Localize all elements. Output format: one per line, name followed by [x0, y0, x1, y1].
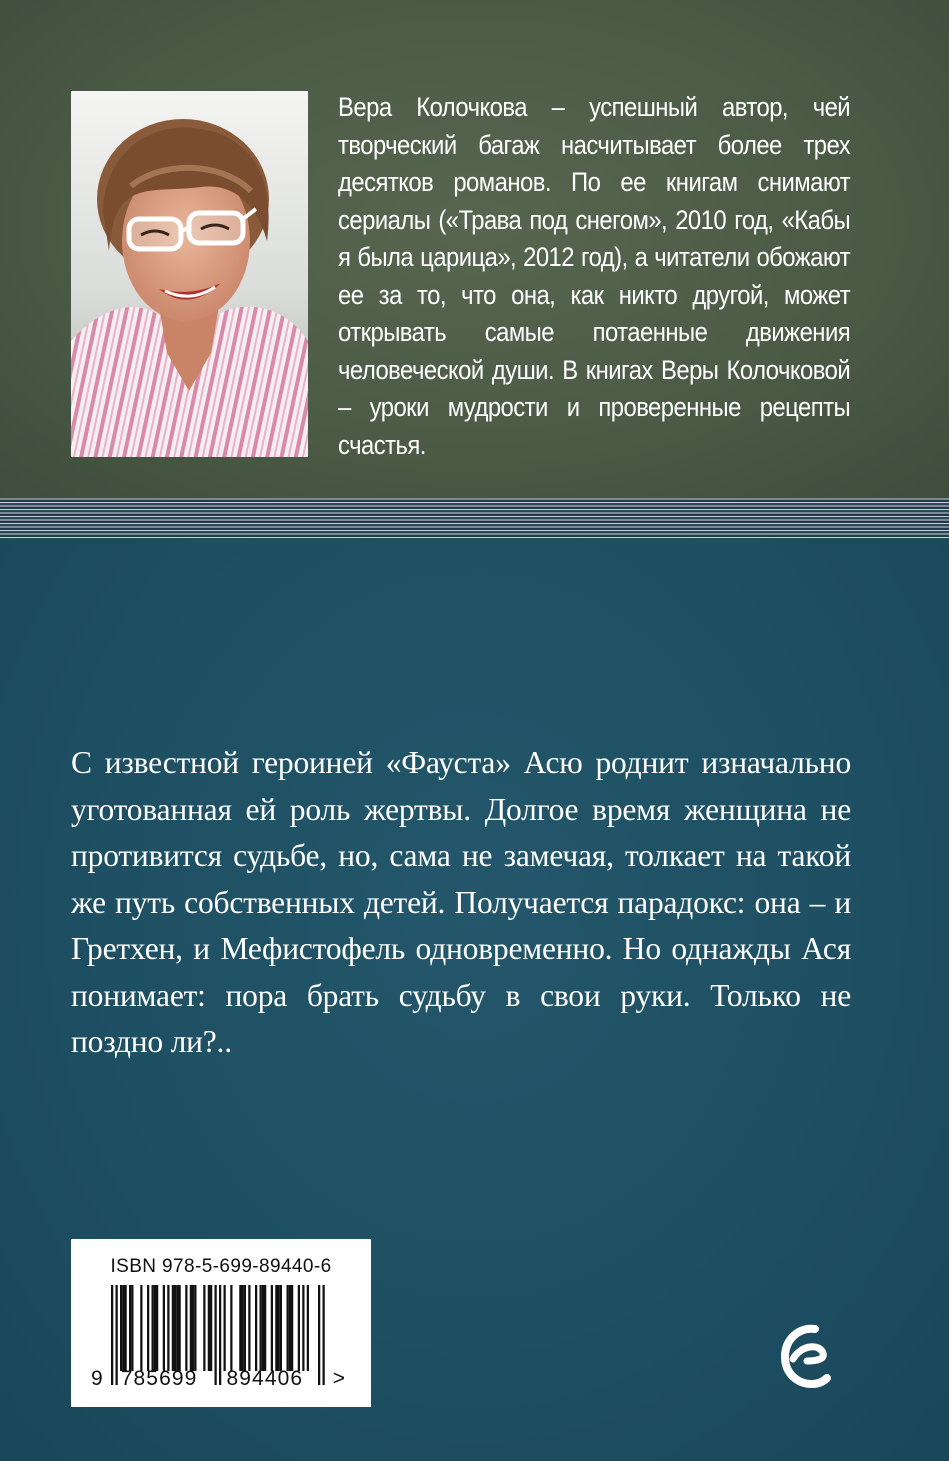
barcode-bar [174, 1285, 176, 1371]
annotation-text: С известной героиней «Фауста» Асю роднит изначально уготованная ей роль жертвы. Долгое время женщина не противится судьбе, но, сама не замечая, толкает на такой же путь собственных детей. Получается парадокс: она – и Гретхен, и Мефистофель одновременно. Но однажды Ася понимает: пора брать судьбу в свои руки. Только не поздно ли?.. [71, 745, 851, 1059]
barcode-bar [244, 1285, 246, 1371]
barcode-bar [248, 1285, 250, 1371]
barcode-bar [111, 1285, 113, 1385]
barcode-bar [140, 1285, 142, 1371]
barcode-label [71, 1239, 371, 1407]
barcode-bar [224, 1285, 226, 1371]
barcode-digits-left: 785699 [120, 1367, 198, 1390]
author-photo [71, 91, 308, 457]
barcode-arrow: > [332, 1367, 347, 1390]
barcode-bar [163, 1285, 165, 1371]
barcode-bar [264, 1285, 266, 1371]
barcode-bar [167, 1285, 169, 1371]
barcode-bar [280, 1285, 282, 1371]
barcode-bar [208, 1285, 210, 1371]
barcode-bar [152, 1285, 154, 1371]
barcode-bar [278, 1285, 280, 1371]
barcode-bar [291, 1285, 293, 1371]
barcode-bar [262, 1285, 264, 1371]
barcode-bar [219, 1285, 221, 1385]
barcode-bar [185, 1285, 187, 1371]
barcode-bar [194, 1285, 196, 1371]
barcode-bar [125, 1285, 127, 1371]
barcode-bar [230, 1285, 232, 1371]
barcode-bar [156, 1285, 158, 1371]
barcode-bar [215, 1285, 217, 1385]
barcode-bar [255, 1285, 257, 1371]
barcode-bar [176, 1285, 178, 1371]
barcode-bar [287, 1285, 289, 1371]
barcode-bar [289, 1285, 291, 1371]
author-bio: Вера Колочкова – успешный автор, чей творческий багаж насчитывает более трех десятков романов. По ее книгам снимают сериалы («Трава под снегом», 2010 год, «Кабы я была царица», 2012 год), а читатели обожают ее за то, что она, как никто другой, может открывать самые потаенные движения человеческой души. В книгах Веры Колочковой – уроки мудрости и проверенные рецепты счастья. [338, 92, 851, 460]
barcode-bar [192, 1285, 194, 1371]
book-annotation [71, 740, 851, 1066]
publisher-logo-icon [779, 1321, 831, 1391]
barcode-bar [298, 1285, 300, 1371]
isbn-number: ISBN 978-5-699-89440-6 [110, 1256, 332, 1277]
barcode-bar [179, 1285, 181, 1371]
barcode-bar [190, 1285, 192, 1371]
barcode-digit-first: 9 [91, 1367, 104, 1390]
barcode-bar [203, 1285, 205, 1371]
barcode-bar [260, 1285, 262, 1371]
barcode-bar [271, 1285, 273, 1371]
barcode-bar [122, 1285, 124, 1371]
decorative-stripes [0, 498, 949, 540]
barcode-bar [172, 1285, 174, 1371]
barcode-bar [318, 1285, 320, 1385]
barcode-bar [210, 1285, 212, 1371]
barcode-bar [116, 1285, 118, 1385]
barcode-bar [147, 1285, 149, 1371]
barcode-digits-right: 894406 [226, 1367, 304, 1390]
barcode-bar [129, 1285, 131, 1371]
barcode-bar [154, 1285, 156, 1371]
barcode-bar [307, 1285, 309, 1371]
barcode-bar [131, 1285, 133, 1371]
barcode [71, 1239, 371, 1407]
barcode-bar [275, 1285, 277, 1371]
barcode-bar [323, 1285, 325, 1385]
barcode-bar [302, 1285, 304, 1371]
barcode-bar [242, 1285, 244, 1371]
barcode-bar [239, 1285, 241, 1371]
barcode-bar [120, 1285, 122, 1371]
